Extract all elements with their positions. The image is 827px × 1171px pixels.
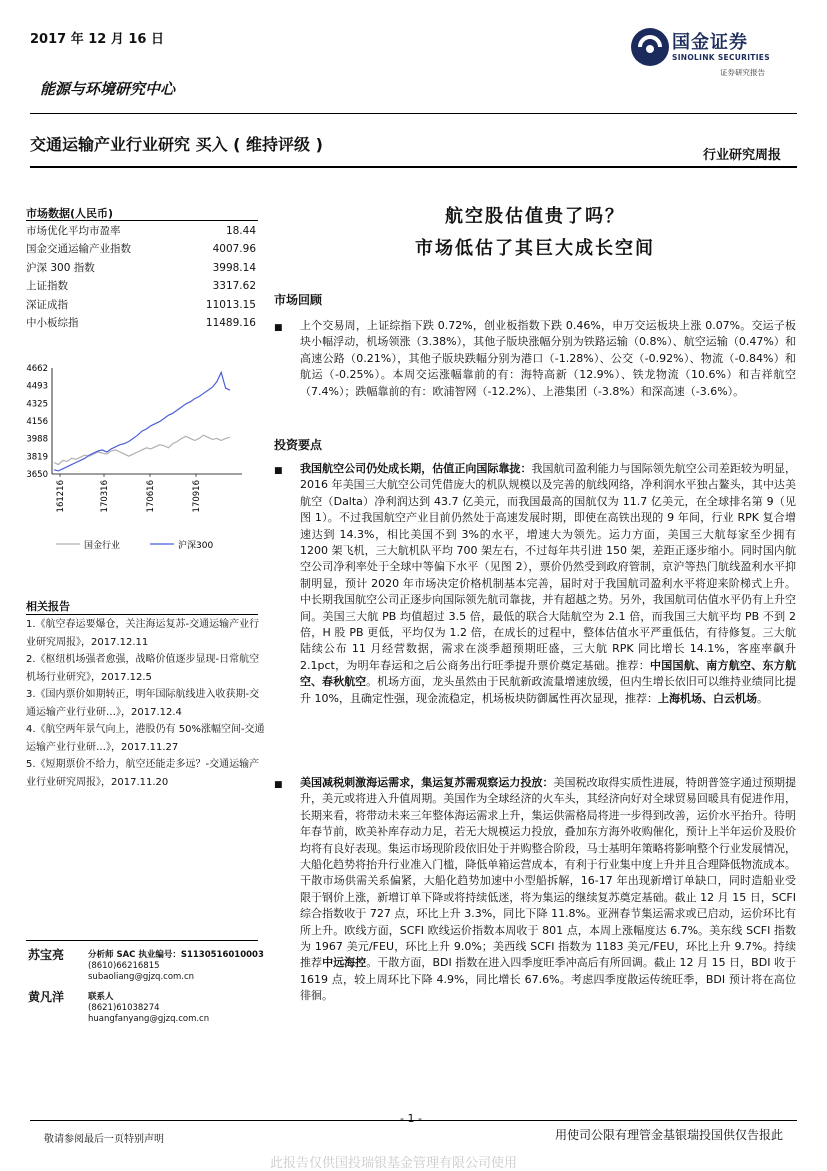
analyst-role: 分析师 SAC 执业编号：S1130516010003	[88, 950, 264, 960]
shipping-paragraph: 美国减税刺激海运需求，集运复苏需观察运力投放：美国税改取得实质性进展，特朗普签字通过预期提升，美元或将进入升值周期。美国作为全球经济的火车头，其经济向好对全球贸易回暖具有促进作用，长期来看，将带动未来三年整体海运需求上升，集运供需格局将进一步得到改善，运价水平抬升。待明年春节前，欧美补库存动力足，若无大规模运力投放，叠加东方海外收购催化，预计上半年运价及股价均将有良好表现。集运市场现阶段依旧处于并购整合阶段，马士基明年策略将影响整个行业发展情况，大船化趋势将抬升行业准入门槛，降低单箱运营成本，有利于行业集中度上升并且合理降低物流成本。干散市场供需关系偏紧，大船化趋势加速中小型船拆解，16-17 年出现新增订单缺口，同时造船业受限于钢价上涨，新增订单下降或将持续低迷，将为集运的继续复苏奠定基础。截止 12 月 15 日，SCFI 综合指数收于 727 点，环比上升 3.3%，同比下降 11.8%。亚洲春节集运需求或已启动，运价环比有所上升。欧线方面，SCFI 欧线运价指数本周收于 801 点，本周上涨幅度达 6.7%。美东线 SCFI 指数为 1967 美元/FEU，环比上升 9.0%；美西线 SCFI 指数为 1183 美元/FEU，环比上升 9.7%。持续推荐中远海控。干散方面，BDI 指数在进入四季度旺季冲高后有所回调。截止 12 月 15 日，BDI 收于 1619 点，较上周环比下降 4.9%，同比增长 67.6%。考虑四季度散运传统旺季，BDI 预计将在高位徘徊。	[300, 776, 797, 1003]
legend-label-1: 沪深300	[178, 541, 214, 551]
related-report-item[interactable]: 3.《国内票价如期转正，明年国际航线进入收获期-交通运输产业行业研…》，2017.12.4	[26, 689, 260, 718]
page-number: - 1 -	[400, 1112, 422, 1125]
analyst-email[interactable]: subaoliang@gjzq.com.cn	[88, 972, 195, 982]
contact-phone: (8621)61038274	[88, 1003, 160, 1013]
y-tick-label: 3819	[26, 452, 48, 463]
market-row: 沪深 300 指数 3998.14	[26, 261, 256, 274]
title-divider	[30, 166, 797, 168]
bullet-icon: ■	[274, 466, 283, 476]
market-row: 上证指数 3317.62	[26, 280, 256, 293]
main-subheadline: 市场低估了其巨大成长空间	[415, 238, 655, 259]
market-data-table	[26, 222, 256, 332]
market-row: 国金交通运输产业指数 4007.96	[26, 243, 256, 256]
bullet-icon: ■	[274, 323, 283, 333]
market-row: 中小板综指 11489.16	[26, 316, 256, 329]
series-line-1	[54, 372, 230, 471]
watermark: 此报告仅供国投瑞银基金管理有限公司使用	[270, 1156, 518, 1171]
y-tick-label: 3650	[26, 470, 48, 480]
related-report-item[interactable]: 1.《航空春运要爆仓，关注海运复苏-交通运输产业行业研究周报》，2017.12.11	[26, 619, 260, 648]
index-chart	[22, 362, 258, 562]
contact-email[interactable]: huangfanyang@gjzq.com.cn	[88, 1014, 210, 1024]
report-type: 行业研究周报	[702, 148, 781, 163]
footer-disclaimer: 敬请参阅最后一页特别声明	[44, 1134, 164, 1145]
related-reports-list	[26, 616, 266, 791]
header-divider	[30, 113, 797, 114]
sinolink-logo-icon	[628, 25, 672, 69]
footer-notice: 用使司公限有理管金基银瑞投国供仅告报此	[554, 1128, 783, 1142]
report-date: 2017 年 12 月 16 日	[30, 32, 164, 47]
bullet-icon: ■	[274, 780, 283, 790]
x-tick-label: 170916	[192, 480, 202, 513]
market-data-divider	[26, 220, 258, 221]
x-tick-label: 170316	[100, 480, 110, 513]
y-tick-label: 4156	[26, 417, 48, 427]
index-chart-svg	[22, 362, 258, 562]
footer-divider	[30, 1120, 797, 1121]
logo-subtitle: 证券研究报告	[720, 68, 765, 77]
logo-name: 国金证券	[672, 32, 748, 53]
related-divider	[26, 614, 258, 615]
y-tick-label: 3988	[26, 434, 48, 445]
x-tick-label: 170616	[146, 480, 156, 513]
x-tick-label: 161216	[56, 480, 66, 513]
related-report-item[interactable]: 2.《枢纽机场强者愈强，战略价值逐步显现-日常航空机场行业研究》，2017.12.5	[26, 654, 260, 683]
market-row: 深证成指 11013.15	[26, 298, 256, 311]
legend-label-0: 国金行业	[84, 541, 121, 551]
related-report-item[interactable]: 5.《短期票价不给力，航空还能走多远？-交通运输产业行业研究周报》，2017.11.20	[26, 759, 260, 788]
y-tick-label: 4493	[26, 381, 48, 392]
market-row: 市场优化平均市盈率 18.44	[26, 225, 256, 237]
y-tick-label: 4325	[26, 399, 48, 410]
related-reports-title: 相关报告	[26, 600, 70, 613]
main-headline: 航空股估值贵了吗？	[445, 206, 625, 227]
market-review-paragraph: 上个交易周，上证综指下跌 0.72%，创业板指数下跌 0.46%，申万交运板块上涨 0.07%。交运子板块小幅浮动，机场领涨（3.38%），其他子版块涨幅分别为铁路运输（0.8%）、航空运输（0.47%）和高速公路（0.21%），其他子版块跌幅分别为港口（-1.28%）、公交（-0.92%）、物流（-0.84%）和航运（-0.25%）。本周交运涨幅靠前的有：海特高新（12.9%）、铁龙物流（10.6%）和吉祥航空（7.4%）；跌幅靠前的有：欧浦智网（-12.2%）、上港集团（-3.8%）和深高速（-3.6%）。	[300, 319, 796, 398]
y-tick-label: 4662	[26, 364, 48, 374]
report-title-line: 交通运输产业行业研究 买入 ( 维持评级 )	[30, 135, 323, 154]
market-data-title: 市场数据(人民币)	[26, 207, 114, 220]
contact-name: 黄凡洋	[28, 990, 65, 1004]
investment-highlights-title: 投资要点	[274, 438, 323, 452]
logo-english-name: SINOLINK SECURITIES	[672, 53, 770, 62]
related-report-item[interactable]: 4.《航空两年景气向上，港股仍有 50%涨幅空间-交通运输产业行业研…》，2017.11.27	[26, 724, 265, 753]
contact-role: 联系人	[88, 992, 114, 1002]
market-review-title: 市场回顾	[274, 293, 323, 307]
analyst-name: 苏宝亮	[28, 948, 65, 962]
analyst-phone: (8610)66216815	[88, 961, 160, 971]
aviation-paragraph: 我国航空公司仍处成长期，估值正向国际靠拢：我国航司盈利能力与国际领先航空公司差距较为明显，2016 年美国三大航空公司凭借庞大的机队规模以及完善的航线网络，净利润水平独占鳌头，其中达美航空（Dalta）净利润达到 43.7 亿美元，而我国最高的国航仅为 11.7 亿美元，在全球排名第 9（见图 1）。不过我国航空产业目前仍然处于高速发展时期，即使在高铁出现的 9 年间，行业 RPK 复合增速达到 14.3%，相比美国不到 3%的水平，增速大为领先。运力方面，美国三大航每家至少拥有 1200 架飞机，三大航机队平均 700 架左右，不过每年共引进 150 架，差距正逐步缩小。同时国内航空公司净利率处于全球中等偏下水平（见图 2），票价仍然受到政府管制，京沪等热门航线盈利水平抑制明显，预计 2020 年市场决定价格机制基本完善，届时对于我国航司盈利水平将迎来阶梯式上升。中长期我国航空公司正逐步向国际领先航司靠拢，并有超越之势。另外，我国航司估值水平仍有上升空间。美国三大航 PB 均值超过 3.5 倍，最低的联合大陆航空为 2.1 倍，而我国三大航平均 PB 不到 2 倍，H 股 PB 更低，平均仅为 1.2 倍，在成长的过程中，整体估值水平严重低估，有待修复。三大航陆续公布 11 月经营数据，需求在淡季超预期旺盛，三大航 RPK 同比增长 14.1%，客座率飙升 2.1pct，为明年春运和之后公商务出行旺季提升票价奠定基础。推荐：中国国航、南方航空、东方航空、春秋航空。机场方面，龙头虽然由于民航新政流量增速放缓，但内生增长依旧可以维持业绩同比提升 10%，且确定性强，现金流稳定，机场板块防御属性再次显现，推荐：上海机场、白云机场。	[300, 462, 797, 705]
research-center: 能源与环境研究中心	[40, 80, 176, 98]
analyst-divider	[26, 940, 258, 941]
